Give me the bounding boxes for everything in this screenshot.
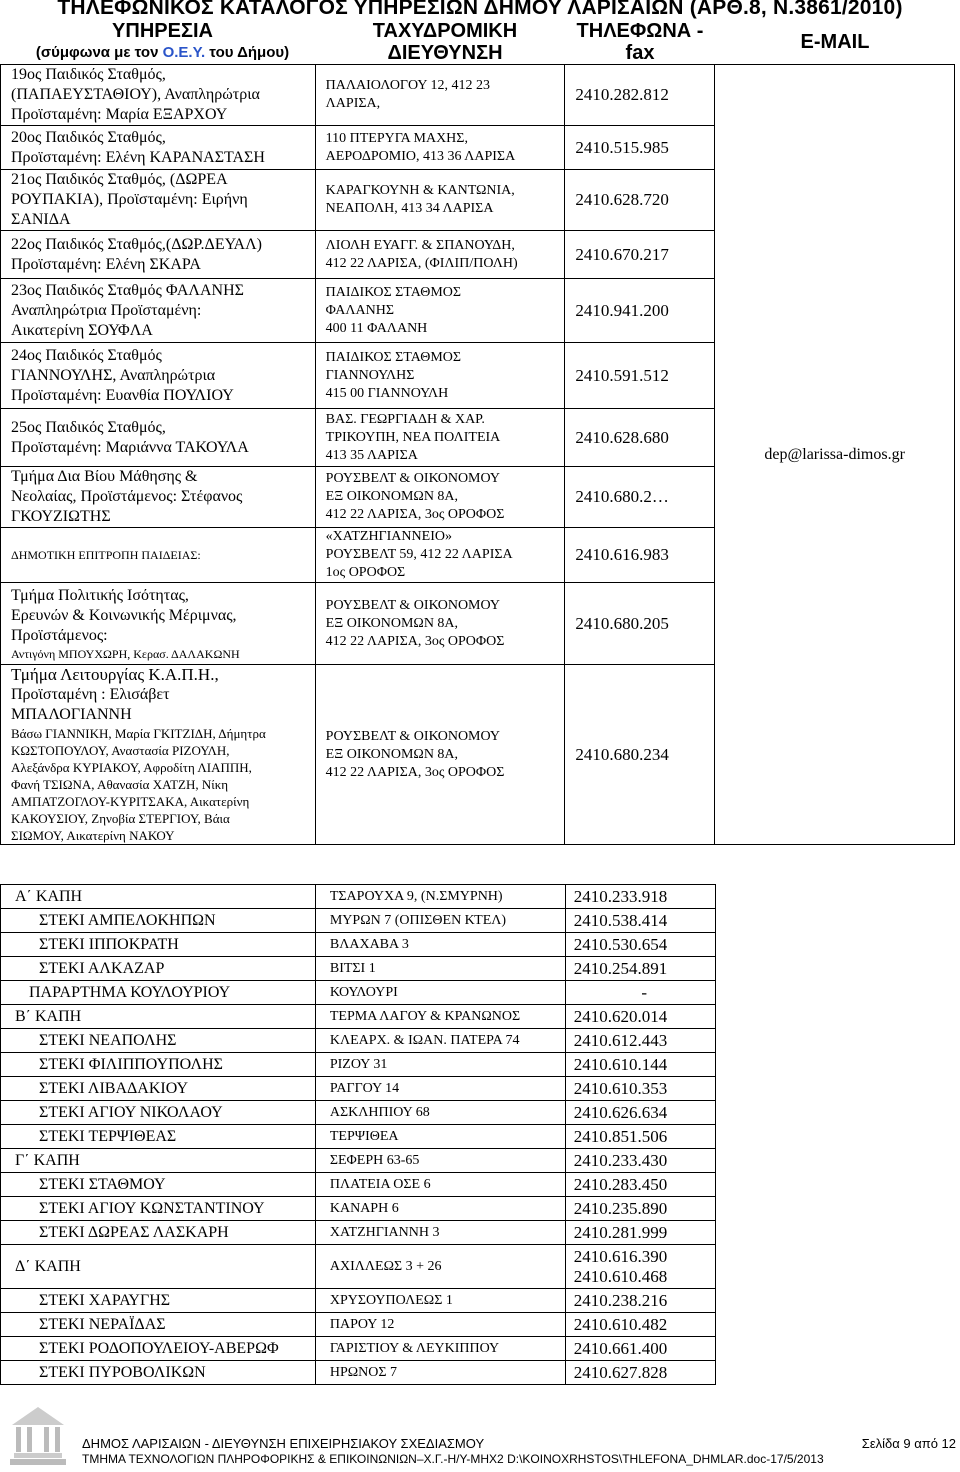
kapi-name: Β΄ ΚΑΠΗ (1, 1005, 316, 1029)
kapi-phone-line: 2410.620.014 (573, 1006, 668, 1026)
steki-name: ΣΤΕΚΙ ΧΑΡΑΥΓΗΣ (1, 1289, 316, 1313)
kapi-phone (565, 933, 715, 957)
kapi-phone (565, 1173, 715, 1197)
kapi-row (1, 1245, 956, 1289)
kapi-phone-line: 2410.616.390 (573, 1246, 668, 1266)
kapi-row (1, 957, 956, 981)
column-header-phone (565, 20, 715, 64)
address-line: ΛΙΟΛΗ ΕΥΑΓΓ. & ΣΠΑΝΟΥΔΗ, (325, 237, 515, 253)
steki-name: ΣΤΕΚΙ ΑΓΙΟΥ ΚΩΝΣΤΑΝΤΙΝΟΥ (1, 1197, 316, 1221)
steki-name: ΣΤΕΚΙ ΝΕΑΠΟΛΗΣ (1, 1029, 316, 1053)
kapi-row (1, 1289, 956, 1313)
steki-name: ΣΤΕΚΙ ΦΙΛΙΠΠΟΥΠΟΛΗΣ (1, 1053, 316, 1077)
service-line: Φανή ΤΣΙΩΝΑ, Αθανασία ΧΑΤΖΗ, Νίκη (11, 777, 229, 792)
phone-cell: 2410.616.983 (565, 528, 715, 583)
page-header (0, 0, 960, 64)
kapi-address: ΚΛΕΑΡΧ. & ΙΩΑΝ. ΠΑΤΕΡΑ 74 (315, 1029, 565, 1053)
kapi-row (1, 1101, 956, 1125)
kapi-email-empty (715, 1289, 955, 1313)
kapi-address: ΠΛΑΤΕΙΑ ΟΣΕ 6 (315, 1173, 565, 1197)
address-cell (315, 343, 565, 409)
service-line: ΜΠΑΛΟΓΙΑΝΝΗ (11, 706, 132, 723)
column-header-address (325, 20, 565, 64)
column-header-phone-line2: fax (625, 42, 655, 64)
service-line: Νεολαίας, Προϊστάμενος: Στέφανος (11, 488, 243, 505)
address-line: ΡΟΥΣΒΕΛΤ & ΟΙΚΟΝΟΜΟΥ (325, 597, 501, 613)
steki-name: ΠΑΡΑΡΤΗΜΑ ΚΟΥΛΟΥΡΙΟΥ (1, 981, 316, 1005)
kapi-phone (565, 1101, 715, 1125)
service-line: ΣΙΩΜΟΥ, Αικατερίνη ΝΑΚΟΥ (11, 828, 175, 843)
address-line: 412 22 ΛΑΡΙΣΑ, 3ος ΟΡΟΦΟΣ (325, 764, 505, 780)
phone-cell: 2410.680.234 (565, 665, 715, 845)
footer-department: ΔΗΜΟΣ ΛΑΡΙΣΑΙΩΝ - ΔΙΕΥΘΥΝΣΗ ΕΠΙΧΕΙΡΗΣΙΑΚΟΥ ΣΧΕΔΙΑΣΜΟΥ (82, 1436, 485, 1451)
email-link[interactable]: dep@larissa-dimos.gr (764, 445, 905, 463)
phone-cell: 2410.628.680 (565, 409, 715, 467)
service-note-post: του Δήμου) (205, 44, 290, 61)
kapi-address: ΣΕΦΕΡΗ 63-65 (315, 1149, 565, 1173)
address-line: ΦΑΛΑΝΗΣ (325, 302, 394, 318)
kapi-email-empty (715, 1197, 955, 1221)
kapi-phone-line: 2410.538.414 (573, 910, 668, 930)
address-line: ΝΕΑΠΟΛΗ, 413 34 ΛΑΡΙΣΑ (325, 201, 494, 216)
kapi-address: ΤΕΡΜΑ ΛΑΓΟΥ & ΚΡΑΝΩΝΟΣ (315, 1005, 565, 1029)
oey-link[interactable]: Ο.Ε.Υ. (162, 44, 206, 61)
service-line: Αντιγόνη ΜΠΟΥΧΩΡΗ, Κερασ. ΔΑΛΑΚΩΝΗ (11, 646, 240, 661)
kapi-address: ΤΕΡΨΙΘΕΑ (315, 1125, 565, 1149)
address-cell (315, 467, 565, 528)
kapi-table (0, 884, 955, 1385)
service-line: 25ος Παιδικός Σταθμός, (11, 418, 166, 436)
service-note-pre: (σύμφωνα με τον (35, 44, 163, 61)
kapi-email-empty (715, 1101, 955, 1125)
column-header-service-label: ΥΠΗΡΕΣΙΑ (112, 20, 213, 42)
address-line: ΡΟΥΣΒΕΛΤ & ΟΙΚΟΝΟΜΟΥ (325, 728, 501, 744)
service-line: Αλεξάνδρα ΚΥΡΙΑΚΟΥ, Αφροδίτη ΛΙΑΠΠΗ, (11, 760, 252, 775)
service-line: ΣΑΝΙΔΑ (11, 211, 71, 228)
address-line: ΑΕΡΟΔΡΟΜΙΟ, 413 36 ΛΑΡΙΣΑ (325, 148, 516, 164)
kapi-phone-line: 2410.233.918 (573, 886, 668, 906)
kapi-phone-line: 2410.235.890 (573, 1198, 668, 1218)
steki-name: ΣΤΕΚΙ ΑΜΠΕΛΟΚΗΠΩΝ (1, 909, 316, 933)
address-line: ΡΟΥΣΒΕΛΤ & ΟΙΚΟΝΟΜΟΥ (325, 471, 501, 486)
service-line: Προϊσταμένη: Μαριάννα ΤΑΚΟΥΛΑ (11, 438, 249, 456)
steki-name: ΣΤΕΚΙ ΙΠΠΟΚΡΑΤΗ (1, 933, 316, 957)
address-cell (315, 409, 565, 467)
kapi-address: ΤΣΑΡΟΥΧΑ 9, (Ν.ΣΜΥΡΝΗ) (315, 885, 565, 909)
kapi-phone (565, 957, 715, 981)
address-cell (315, 231, 565, 279)
kapi-email-empty (715, 1337, 955, 1361)
email-cell (715, 65, 955, 845)
address-line: ΡΟΥΣΒΕΛΤ 59, 412 22 ΛΑΡΙΣΑ (325, 547, 513, 562)
kapi-row (1, 1029, 956, 1053)
steki-name: ΣΤΕΚΙ ΤΕΡΨΙΘΕΑΣ (1, 1125, 316, 1149)
service-line: 21ος Παιδικός Σταθμός, (ΔΩΡΕΑ (11, 171, 228, 188)
kapi-email-empty (715, 1149, 955, 1173)
service-cell (1, 231, 316, 279)
address-line: ΕΞ ΟΙΚΟΝΟΜΩΝ 8Α, (325, 489, 459, 504)
address-line: ΕΞ ΟΙΚΟΝΟΜΩΝ 8Α, (325, 615, 459, 631)
address-line: ΠΑΙΔΙΚΟΣ ΣΤΑΘΜΟΣ (325, 284, 462, 300)
kapi-address: ΠΑΡΟΥ 12 (315, 1313, 565, 1337)
kapi-row (1, 1313, 956, 1337)
kapi-address: ΡΑΓΓΟΥ 14 (315, 1077, 565, 1101)
service-cell (1, 467, 316, 528)
kapi-phone (565, 909, 715, 933)
footer-page-number: Σελίδα 9 από 12 (861, 1436, 956, 1451)
kapi-email-empty (715, 1245, 955, 1289)
service-cell (1, 126, 316, 170)
kapi-row (1, 1197, 956, 1221)
kapi-phone-line: 2410.851.506 (573, 1126, 668, 1146)
kapi-phone (565, 1337, 715, 1361)
service-line: Αικατερίνη ΣΟΥΦΛΑ (11, 321, 153, 339)
service-line: Προϊσταμένη : Ελισάβετ (11, 686, 170, 703)
kapi-row (1, 1173, 956, 1197)
kapi-address: ΒΛΑΧΑΒΑ 3 (315, 933, 565, 957)
service-line: ΚΑΚΟΥΣΙΟΥ, Ζηνοβία ΣΤΕΡΓΙΟΥ, Βάια (11, 811, 230, 826)
kapi-email-empty (715, 1361, 955, 1385)
kapi-email-empty (715, 885, 955, 909)
address-line: 412 22 ΛΑΡΙΣΑ, (ΦΙΛΙΠ/ΠΟΛΗ) (325, 255, 518, 271)
steki-name: ΣΤΕΚΙ ΡΟΔΟΠΟΥΛΕΙΟΥ-ΑΒΕΡΩΦ (1, 1337, 316, 1361)
kapi-row (1, 909, 956, 933)
kapi-address: ΜΥΡΩΝ 7 (ΟΠΙΣΘΕΝ ΚΤΕΛ) (315, 909, 565, 933)
steki-name: ΣΤΕΚΙ ΝΕΡΑΪΔΑΣ (1, 1313, 316, 1337)
address-cell (315, 528, 565, 583)
kapi-email-empty (715, 957, 955, 981)
service-line: (ΠΑΠΑΕΥΣΤΑΘΙΟΥ), Αναπληρώτρια (11, 86, 260, 103)
kapi-row (1, 1077, 956, 1101)
service-line: Τμήμα Λειτουργίας Κ.Α.Π.Η., (11, 665, 219, 684)
kapi-phone (565, 885, 715, 909)
service-line: ΓΙΑΝΝΟΥΛΗΣ, Αναπληρώτρια (11, 366, 216, 384)
service-cell (1, 343, 316, 409)
kapi-phone (565, 1029, 715, 1053)
kapi-phone-line: 2410.238.216 (573, 1290, 668, 1310)
service-cell (1, 665, 316, 845)
kapi-row (1, 933, 956, 957)
service-line: Τμήμα Πολιτικής Ισότητας, (11, 586, 189, 604)
footer-file-info: ΤΜΗΜΑ ΤΕΧΝΟΛΟΓΙΩΝ ΠΛΗΡΟΦΟΡΙΚΗΣ & ΕΠΙΚΟΙΝΩΝΙΩΝ–Χ.Γ.-Η/Υ-ΜΗΧ2 D:\KOINOXRHSTOS\THLEFONA_DHMLAR.doc-17/5/2013 (82, 1452, 824, 1466)
address-line: 412 22 ΛΑΡΙΣΑ, 3ος ΟΡΟΦΟΣ (325, 507, 505, 522)
phone-cell: 2410.282.812 (565, 65, 715, 126)
service-cell (1, 279, 316, 343)
kapi-phone-line: 2410.627.828 (573, 1362, 668, 1382)
kapi-address: ΚΟΥΛΟΥΡΙ (315, 981, 565, 1005)
service-line: 23ος Παιδικός Σταθμός ΦΑΛΑΝΗΣ (11, 281, 244, 299)
kapi-phone (565, 1197, 715, 1221)
kapi-phone-line: 2410.254.891 (573, 958, 668, 978)
kapi-address: ΧΡΥΣΟΥΠΟΛΕΩΣ 1 (315, 1289, 565, 1313)
kapi-name: Γ΄ ΚΑΠΗ (1, 1149, 316, 1173)
service-line: ΓΚΟΥΖΙΩΤΗΣ (11, 508, 111, 525)
kapi-address: ΓΑΡΙΣΤΙΟΥ & ΛΕΥΚΙΠΠΟΥ (315, 1337, 565, 1361)
kapi-address: ΗΡΩΝΟΣ 7 (315, 1361, 565, 1385)
phone-cell: 2410.591.512 (565, 343, 715, 409)
service-line: Προϊσταμένη: Ελένη ΣΚΑΡΑ (11, 255, 201, 273)
kapi-phone (565, 1289, 715, 1313)
kapi-phone-line: 2410.530.654 (573, 934, 668, 954)
kapi-email-empty (715, 933, 955, 957)
kapi-email-empty (715, 1029, 955, 1053)
service-line: 20ος Παιδικός Σταθμός, (11, 128, 166, 146)
kapi-row (1, 1149, 956, 1173)
kapi-email-empty (715, 1125, 955, 1149)
address-cell (315, 65, 565, 126)
kapi-row (1, 1221, 956, 1245)
address-line: 415 00 ΓΙΑΝΝΟΥΛΗ (325, 385, 449, 401)
column-header-address-line2: ΔΙΕΥΘΥΝΣΗ (387, 42, 503, 64)
kapi-phone (565, 1077, 715, 1101)
service-line: Αναπληρώτρια Προϊσταμένη: (11, 301, 202, 319)
kapi-phone (565, 1005, 715, 1029)
kapi-row (1, 1005, 956, 1029)
address-cell (315, 665, 565, 845)
service-line: 22ος Παιδικός Σταθμός,(ΔΩΡ.ΔΕΥΑΛ) (11, 235, 263, 253)
kapi-email-empty (715, 1005, 955, 1029)
phone-cell: 2410.680.2… (565, 467, 715, 528)
steki-name: ΣΤΕΚΙ ΔΩΡΕΑΣ ΛΑΣΚΑΡΗ (1, 1221, 316, 1245)
kapi-address: ΑΧΙΛΛΕΩΣ 3 + 26 (315, 1245, 565, 1289)
kapi-phone-line: 2410.661.400 (573, 1338, 668, 1358)
kapi-phone (565, 1313, 715, 1337)
address-line: 1ος ΟΡΟΦΟΣ (325, 565, 406, 580)
kapi-email-empty (715, 1173, 955, 1197)
service-cell (1, 170, 316, 231)
kapi-phone-line: 2410.612.443 (573, 1030, 668, 1050)
kapi-phone-line: 2410.626.634 (573, 1102, 668, 1122)
address-cell (315, 279, 565, 343)
service-cell (1, 409, 316, 467)
phone-cell: 2410.680.205 (565, 583, 715, 665)
kapi-phone (565, 1361, 715, 1385)
kapi-row (1, 1053, 956, 1077)
address-line: ΠΑΙΔΙΚΟΣ ΣΤΑΘΜΟΣ (325, 349, 462, 365)
kapi-address: ΚΑΝΑΡΗ 6 (315, 1197, 565, 1221)
kapi-phone (565, 981, 715, 1005)
service-line: Προϊσταμένη: Ελένη ΚΑΡΑΝΑΣΤΑΣΗ (11, 148, 265, 166)
column-header-phone-line1: ΤΗΛΕΦΩΝΑ - (576, 20, 704, 42)
column-header-service-note (0, 42, 325, 64)
column-header-address-line1: ΤΑΧΥΔΡΟΜΙΚΗ (372, 20, 518, 42)
service-cell (1, 65, 316, 126)
kapi-phone (565, 1221, 715, 1245)
phone-cell: 2410.515.985 (565, 126, 715, 170)
kapi-phone (565, 1053, 715, 1077)
kapi-row (1, 885, 956, 909)
address-cell (315, 583, 565, 665)
services-table (0, 64, 955, 845)
page-footer (0, 1400, 960, 1472)
kapi-row (1, 981, 956, 1005)
service-line: ΔΗΜΟΤΙΚΗ ΕΠΙΤΡΟΠΗ ΠΑΙΔΕΙΑΣ: (11, 548, 201, 562)
service-line: Προϊστάμενος: (11, 626, 108, 644)
steki-name: ΣΤΕΚΙ ΛΙΒΑΔΑΚΙΟΥ (1, 1077, 316, 1101)
phone-cell: 2410.628.720 (565, 170, 715, 231)
service-line: Ερευνών & Κοινωνικής Μέριμνας, (11, 606, 237, 624)
service-line: 19ος Παιδικός Σταθμός, (11, 66, 166, 83)
kapi-address: ΡΙΖΟΥ 31 (315, 1053, 565, 1077)
steki-name: ΣΤΕΚΙ ΠΥΡΟΒΟΛΙΚΩΝ (1, 1361, 316, 1385)
kapi-phone (565, 1125, 715, 1149)
kapi-row (1, 1337, 956, 1361)
kapi-phone-line: 2410.610.468 (573, 1266, 668, 1286)
column-header-email: E-MAIL (800, 31, 870, 53)
address-line: «ΧΑΤΖΗΓΙΑΝΝΕΙΟ» (325, 529, 452, 544)
kapi-phone-line: 2410.610.482 (573, 1314, 668, 1334)
address-line: ΒΑΣ. ΓΕΩΡΓΙΑΔΗ & ΧΑΡ. (325, 411, 485, 427)
phone-cell: 2410.670.217 (565, 231, 715, 279)
kapi-phone-line: 2410.610.144 (573, 1054, 668, 1074)
address-line: 412 22 ΛΑΡΙΣΑ, 3ος ΟΡΟΦΟΣ (325, 633, 505, 649)
kapi-email-empty (715, 1053, 955, 1077)
kapi-email-empty (715, 1221, 955, 1245)
service-line: ΚΩΣΤΟΠΟΥΛΟΥ, Αναστασία ΡΙΖΟΥΛΗ, (11, 743, 230, 758)
address-line: ΤΡΙΚΟΥΠΗ, ΝΕΑ ΠΟΛΙΤΕΙΑ (325, 429, 501, 445)
kapi-phone-line: - (641, 982, 648, 1002)
kapi-phone-line: 2410.233.430 (573, 1150, 668, 1170)
kapi-address: ΑΣΚΛΗΠΙΟΥ 68 (315, 1101, 565, 1125)
phone-cell: 2410.941.200 (565, 279, 715, 343)
address-line: ΚΑΡΑΓΚΟΥΝΗ & ΚΑΝΤΩΝΙΑ, (325, 183, 515, 198)
service-line: ΡΟΥΠΑΚΙΑ), Προϊσταμένη: Ειρήνη (11, 191, 248, 208)
municipality-logo-icon (8, 1403, 68, 1469)
steki-name: ΣΤΕΚΙ ΑΛΚΑΖΑΡ (1, 957, 316, 981)
service-line: ΑΜΠΑΤΖΟΓΛΟΥ-ΚΥΡΙΤΣΑΚΑ, Αικατερίνη (11, 794, 250, 809)
kapi-phone (565, 1149, 715, 1173)
kapi-email-empty (715, 1077, 955, 1101)
column-header-service (0, 20, 325, 64)
address-line: 400 11 ΦΑΛΑΝΗ (325, 320, 428, 336)
kapi-email-empty (715, 981, 955, 1005)
address-line: 110 ΠΤΕΡΥΓΑ ΜΑΧΗΣ, (325, 130, 468, 146)
service-line: Προϊσταμένη: Μαρία ΕΞΑΡΧΟΥ (11, 106, 228, 123)
address-line: ΕΞ ΟΙΚΟΝΟΜΩΝ 8Α, (325, 746, 459, 762)
kapi-name: Α΄ ΚΑΠΗ (1, 885, 316, 909)
service-line: Βάσω ΓΙΑΝΝΙΚΗ, Μαρία ΓΚΙΤΖΙΔΗ, Δήμητρα (11, 726, 266, 741)
service-line: Τμήμα Δια Βίου Μάθησης & (11, 468, 198, 485)
kapi-row (1, 1361, 956, 1385)
address-line: ΠΑΛΑΙΟΛΟΓΟΥ 12, 412 23 (325, 78, 491, 93)
kapi-row (1, 1125, 956, 1149)
address-line: ΓΙΑΝΝΟΥΛΗΣ (325, 367, 415, 383)
steki-name: ΣΤΕΚΙ ΣΤΑΘΜΟΥ (1, 1173, 316, 1197)
kapi-email-empty (715, 909, 955, 933)
kapi-address: ΧΑΤΖΗΓΙΑΝΝΗ 3 (315, 1221, 565, 1245)
kapi-phone (565, 1245, 715, 1289)
steki-name: ΣΤΕΚΙ ΑΓΙΟΥ ΝΙΚΟΛΑΟΥ (1, 1101, 316, 1125)
kapi-phone-line: 2410.283.450 (573, 1174, 668, 1194)
kapi-address: ΒΙΤΣΙ 1 (315, 957, 565, 981)
address-cell (315, 126, 565, 170)
service-line: Προϊσταμένη: Ευανθία ΠΟΥΛΙΟΥ (11, 386, 234, 404)
service-line: 24ος Παιδικός Σταθμός (11, 346, 162, 364)
address-cell (315, 170, 565, 231)
kapi-email-empty (715, 1313, 955, 1337)
service-row (1, 65, 955, 126)
kapi-name: Δ΄ ΚΑΠΗ (1, 1245, 316, 1289)
service-cell (1, 528, 316, 583)
address-line: 413 35 ΛΑΡΙΣΑ (325, 447, 418, 463)
kapi-phone-line: 2410.610.353 (573, 1078, 668, 1098)
address-line: ΛΑΡΙΣΑ, (325, 96, 381, 111)
document-title: ΤΗΛΕΦΩΝΙΚΟΣ ΚΑΤΑΛΟΓΟΣ ΥΠΗΡΕΣΙΩΝ ΔΗΜΟΥ ΛΑΡΙΣΑΙΩΝ (ΑΡΘ.8, Ν.3861/2010) (57, 0, 903, 19)
service-cell (1, 583, 316, 665)
kapi-phone-line: 2410.281.999 (573, 1222, 668, 1242)
